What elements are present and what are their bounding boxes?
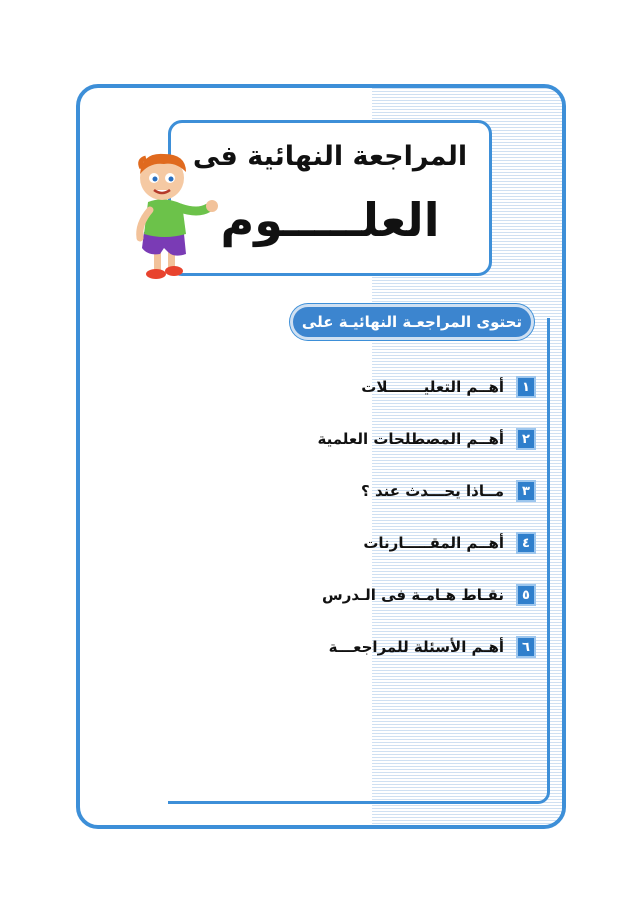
item-number-badge: ٣	[516, 480, 536, 502]
item-label: أهـم الأسئلة للمراجعـــة	[328, 638, 504, 656]
contents-heading-pill	[290, 304, 534, 340]
item-number-badge: ١	[516, 376, 536, 398]
list-item	[317, 428, 536, 450]
title-line-1: المراجعة النهائية فى	[192, 141, 468, 172]
list-item	[361, 480, 536, 502]
item-number-badge: ٢	[516, 428, 536, 450]
item-label: أهــم المصطلحات العلمية	[317, 430, 504, 448]
item-number-badge: ٦	[516, 636, 536, 658]
item-label: أهــم المقـــــارنات	[363, 534, 504, 552]
contents-heading: تحتوى المراجعـة النهائيـة على	[301, 313, 523, 331]
item-number-badge: ٤	[516, 532, 536, 554]
item-label: نقـاط هـامـة فى الـدرس	[322, 586, 504, 604]
item-label: مــاذا يحـــدث عند ؟	[361, 482, 504, 500]
item-label: أهــم التعليـــــــلات	[361, 378, 504, 396]
item-number-badge: ٥	[516, 584, 536, 606]
cartoon-boy-illustration	[128, 150, 220, 284]
list-item	[329, 636, 536, 658]
list-item	[363, 532, 536, 554]
list-item	[361, 376, 536, 398]
list-item	[322, 584, 536, 606]
title-line-2: العلـــــوم	[220, 193, 440, 247]
